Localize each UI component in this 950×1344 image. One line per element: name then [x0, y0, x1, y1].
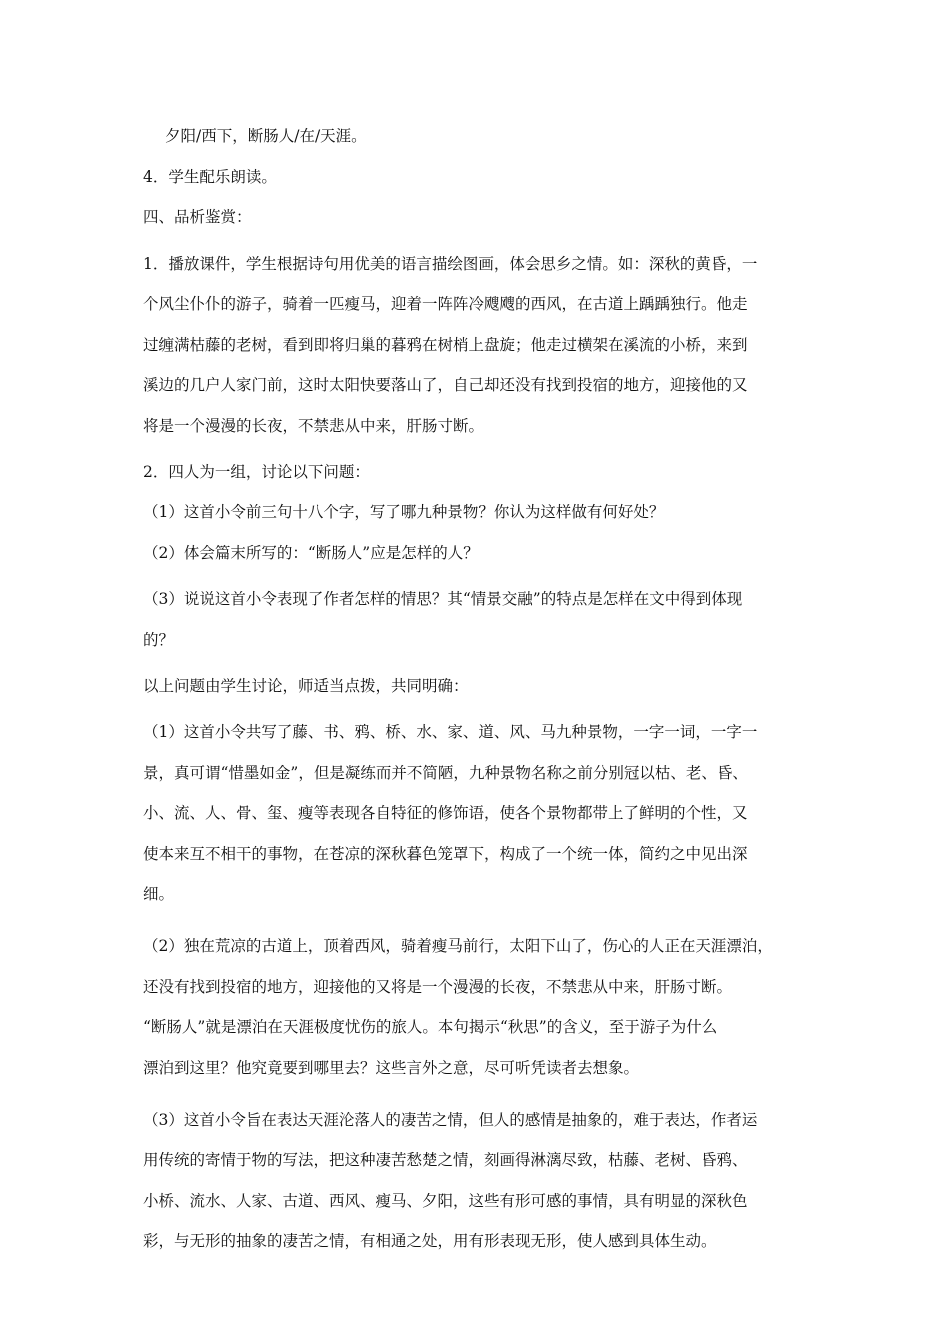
text-line: 的？	[143, 630, 175, 649]
text-line: （2）独在荒凉的古道上，顶着西风，骑着瘦马前行，太阳下山了，伤心的人正在天涯漂泊，	[143, 937, 773, 955]
discussion-intro: 以上问题由学生讨论，师适当点拨，共同明确：	[143, 676, 469, 695]
answer-1	[143, 712, 813, 915]
document-body	[143, 122, 813, 1273]
step-2-heading: 2．四人为一组，讨论以下问题：	[143, 462, 370, 481]
text-line: 景，真可谓“惜墨如金”，但是凝练而并不简陋，九种景物名称之前分别冠以枯、老、昏、	[143, 763, 748, 782]
text-line: “断肠人”就是漂泊在天涯极度忧伤的旅人。本句揭示“秋思”的含义，至于游子为什么	[143, 1018, 718, 1036]
text-line: （1）这首小令共写了藤、书、鸦、桥、水、家、道、风、马九种景物，一字一词，一字一	[143, 723, 758, 741]
question-2: （2）体会篇末所写的：“断肠人”应是怎样的人？	[143, 543, 479, 562]
answer-2	[143, 926, 813, 1088]
text-line: 小桥、流水、人家、古道、西风、瘦马、夕阳，这些有形可感的事情，具有明显的深秋色	[143, 1191, 748, 1210]
step-4-heading: 4．学生配乐朗读。	[143, 167, 277, 186]
text-line: 个风尘仆仆的游子，骑着一匹瘦马，迎着一阵阵冷飕飕的西风，在古道上踽踽独行。他走	[143, 295, 748, 313]
text-line: 还没有找到投宿的地方，迎接他的又将是一个漫漫的长夜，不禁悲从中来，肝肠寸断。	[143, 977, 733, 996]
poem-line: 夕阳/西下，断肠人/在/天涯。	[165, 127, 367, 145]
question-1: （1）这首小令前三句十八个字，写了哪九种景物？你认为这样做有何好处？	[143, 503, 665, 521]
text-line: 使本来互不相干的事物，在苍凉的深秋暮色笼罩下，构成了一个统一体，简约之中见出深	[143, 844, 748, 863]
text-line: 细。	[143, 885, 175, 903]
text-line: 溪边的几户人家门前，这时太阳快要落山了，自己却还没有找到投宿的地方，迎接他的又	[143, 376, 748, 394]
text-line: 小、流、人、骨、玺、瘦等表现各自特征的修饰语，使各个景物都带上了鲜明的个性，又	[143, 804, 748, 822]
text-line: 过缠满枯藤的老树，看到即将归巢的暮鸦在树梢上盘旋；他走过横架在溪流的小桥，来到	[143, 335, 748, 354]
text-line: 用传统的寄情于物的写法，把这种凄苦愁楚之情，刻画得淋漓尽致，枯藤、老树、昏鸦、	[143, 1151, 748, 1169]
paragraph-describe	[143, 244, 813, 447]
text-line: 漂泊到这里？他究竟要到哪里去？这些言外之意，尽可听凭读者去想象。	[143, 1058, 640, 1077]
text-line: （3）这首小令旨在表达天涯沦落人的凄苦之情，但人的感情是抽象的，难于表达，作者运	[143, 1110, 758, 1129]
section-heading: 四、品析鉴赏：	[143, 208, 252, 226]
text-line: 彩，与无形的抽象的凄苦之情，有相通之处，用有形表现无形，使人感到具体生动。	[143, 1232, 717, 1250]
text-line: 将是一个漫漫的长夜，不禁悲从中来，肝肠寸断。	[143, 416, 485, 435]
answer-3	[143, 1100, 813, 1262]
text-line: （3）说说这首小令表现了作者怎样的情思？其“情景交融”的特点是怎样在文中得到体现	[143, 590, 743, 608]
text-line: 1．播放课件，学生根据诗句用优美的语言描绘图画，体会思乡之情。如：深秋的黄昏，一	[143, 254, 758, 273]
question-3	[143, 579, 813, 660]
